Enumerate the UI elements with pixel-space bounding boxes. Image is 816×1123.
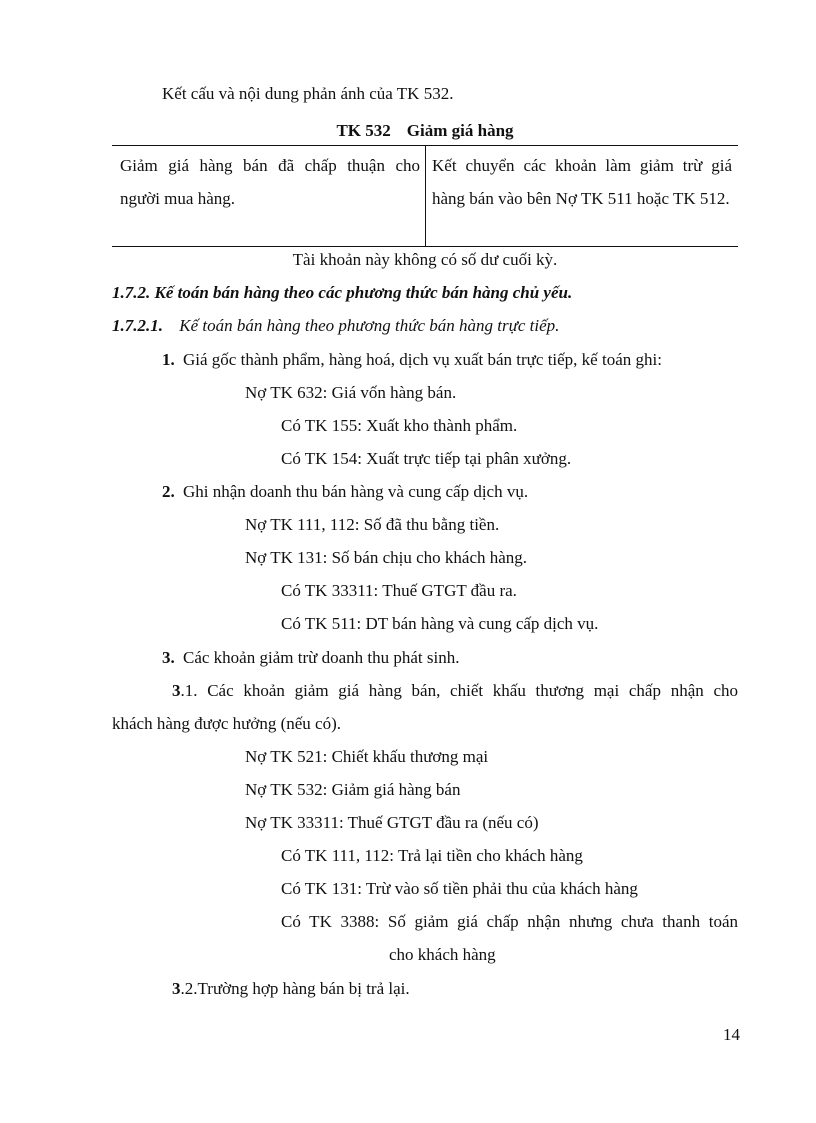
journal-entry: Nợ TK 521: Chiết khấu thương mại: [245, 747, 489, 766]
journal-entry: Có TK 111, 112: Trả lại tiền cho khách hàng: [281, 846, 583, 865]
t-account-code: TK 532: [336, 121, 391, 140]
item-3-2: [172, 979, 410, 999]
journal-entry: Nợ TK 632: Giá vốn hàng bán.: [245, 383, 457, 402]
item-3-2-number: 3: [172, 979, 181, 998]
item-2-text: Ghi nhận doanh thu bán hàng và cung cấp dịch vụ.: [183, 482, 529, 501]
item-1-text: Giá gốc thành phẩm, hàng hoá, dịch vụ xuất bán trực tiếp, kế toán ghi:: [183, 350, 662, 369]
journal-entry: Nợ TK 33311: Thuế GTGT đầu ra (nếu có): [245, 813, 539, 832]
item-3-text: Các khoản giảm trừ doanh thu phát sinh.: [183, 648, 460, 667]
journal-entry: Có TK 155: Xuất kho thành phẩm.: [281, 416, 518, 435]
item-3-2-text: .2.Trường hợp hàng bán bị trả lại.: [180, 979, 410, 998]
t-account-debit: Giảm giá hàng bán đã chấp thuận cho người mua hàng.: [120, 156, 420, 208]
journal-entry: Có TK 131: Trừ vào số tiền phải thu của khách hàng: [281, 879, 638, 898]
page-number: 14: [723, 1025, 740, 1044]
item-3-1-line2: khách hàng được hưởng (nếu có).: [112, 714, 342, 733]
item-2: [162, 482, 528, 502]
subsection-title: Kế toán bán hàng theo phương thức bán hàng trực tiếp.: [179, 316, 560, 335]
intro-text: Kết cấu và nội dung phản ánh của TK 532.: [162, 84, 454, 103]
t-account-note: Tài khoản này không có số dư cuối kỳ.: [292, 250, 558, 269]
t-account-name: Giảm giá hàng: [406, 121, 514, 140]
t-account-table: [112, 145, 738, 247]
item-3: [162, 648, 459, 668]
item-1-number: 1.: [162, 350, 175, 369]
section-heading: 1.7.2. Kế toán bán hàng theo các phương thức bán hàng chủ yếu.: [112, 283, 573, 302]
journal-entry: Có TK 33311: Thuế GTGT đầu ra.: [281, 581, 517, 600]
journal-entry: Có TK 511: DT bán hàng và cung cấp dịch vụ.: [281, 614, 599, 633]
item-2-number: 2.: [162, 482, 175, 501]
t-account-title: [112, 121, 738, 141]
item-3-1-line1: [172, 681, 738, 701]
item-1: [162, 350, 662, 370]
t-account-divider: [425, 146, 426, 246]
journal-entry: cho khách hàng: [389, 945, 496, 964]
item-3-number: 3.: [162, 648, 175, 667]
journal-entry: Nợ TK 131: Số bán chịu cho khách hàng.: [245, 548, 528, 567]
journal-entry: Có TK 154: Xuất trực tiếp tại phân xưởng.: [281, 449, 572, 468]
subsection-number: 1.7.2.1.: [112, 316, 163, 335]
subsection-heading: [112, 316, 559, 336]
item-3-1-number: 3: [172, 681, 181, 700]
journal-entry: Có TK 3388: Số giảm giá chấp nhận nhưng chưa thanh toán: [281, 912, 738, 931]
journal-entry: Nợ TK 532: Giảm giá hàng bán: [245, 780, 461, 799]
item-3-1-text: .1. Các khoản giảm giá hàng bán, chiết khấu thương mại chấp nhận cho: [180, 681, 738, 700]
t-account-credit: Kết chuyển các khoản làm giảm trừ giá hàng bán vào bên Nợ TK 511 hoặc TK 512.: [432, 156, 732, 208]
journal-entry: Nợ TK 111, 112: Số đã thu bằng tiền.: [245, 515, 500, 534]
